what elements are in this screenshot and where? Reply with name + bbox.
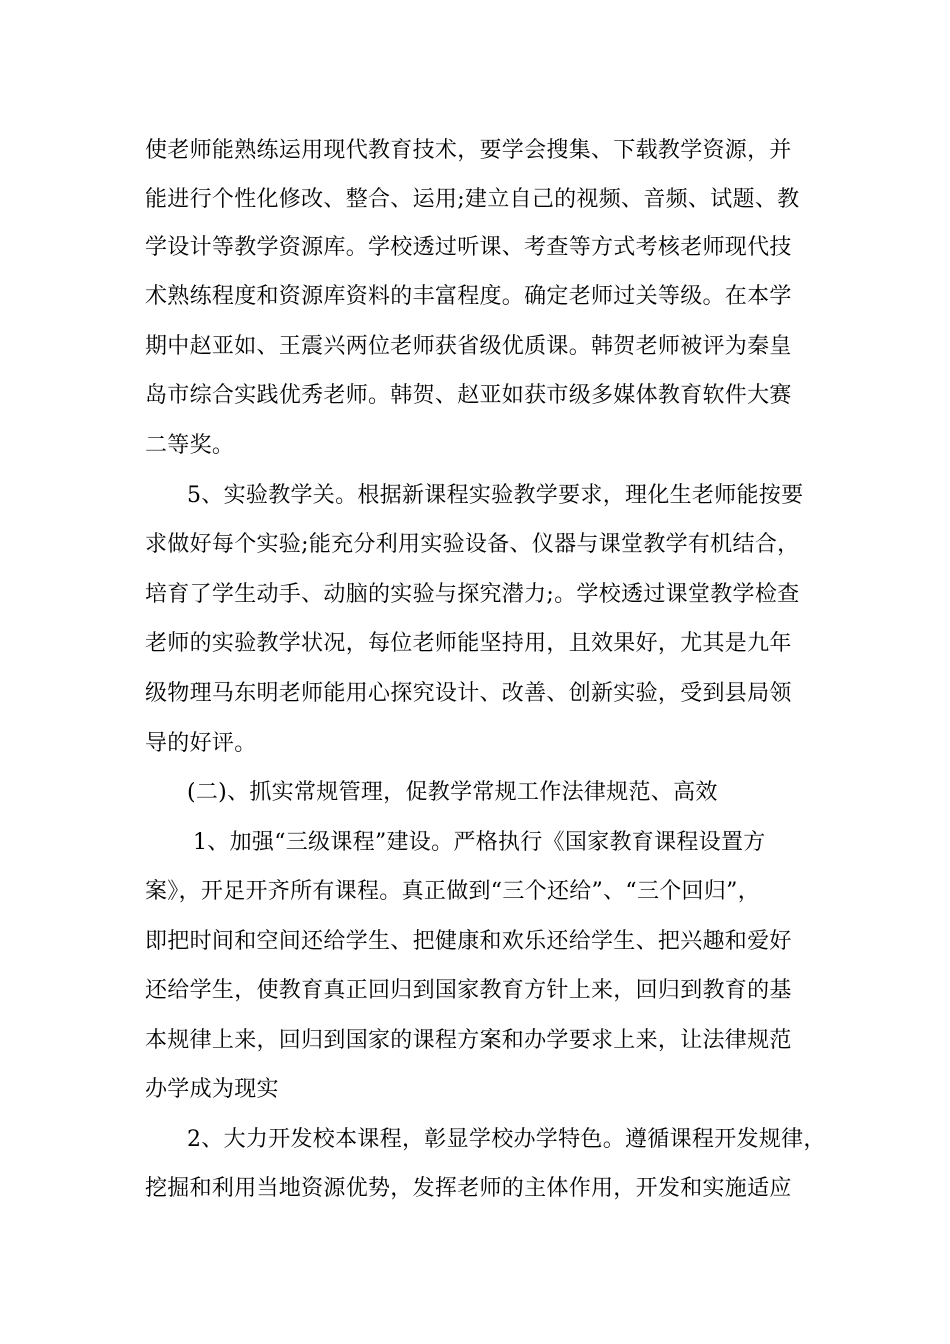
text-line-11: 老师的实验教学状况，每位老师能坚持用，且效果好，尤其是九年	[145, 631, 792, 656]
text-line-7: 二等奖。	[145, 433, 235, 458]
text-line-16: 案》，开足开齐所有课程。真正做到“三个还给”、“三个回归”，	[145, 879, 760, 904]
text-line-6: 岛市综合实践优秀老师。韩贺、赵亚如获市级多媒体教育软件大赛	[145, 383, 792, 408]
text-line-21: 2、大力开发校本课程，彰显学校办学特色。遵循课程开发规律，	[187, 1127, 826, 1152]
text-line-10: 培育了学生动手、动脑的实验与探究潜力;。学校透过课堂教学检查	[145, 582, 800, 607]
text-line-2: 能进行个性化修改、整合、运用;建立自己的视频、音频、试题、教	[145, 187, 800, 212]
text-line-5: 期中赵亚如、王震兴两位老师获省级优质课。韩贺老师被评为秦皇	[145, 334, 792, 359]
text-line-20: 办学成为现实	[145, 1077, 279, 1102]
text-line-1: 使老师能熟练运用现代教育技术，要学会搜集、下载教学资源，并	[145, 138, 792, 163]
text-line-18: 还给学生，使教育真正回归到国家教育方针上来，回归到教育的基	[145, 978, 792, 1003]
section-heading: (二)、抓实常规管理，促教学常规工作法律规范、高效	[187, 780, 718, 805]
text-line-3: 学设计等教学资源库。学校透过听课、考查等方式考核老师现代技	[145, 235, 792, 260]
text-line-12: 级物理马东明老师能用心探究设计、改善、创新实验，受到县局领	[145, 681, 792, 706]
text-line-22: 挖掘和利用当地资源优势，发挥老师的主体作用，开发和实施适应	[145, 1176, 792, 1201]
text-line-15: 1、加强“三级课程”建设。严格执行《国家教育课程设置方	[193, 830, 766, 855]
text-line-8: 5、实验教学关。根据新课程实验教学要求，理化生老师能按要	[187, 483, 804, 508]
text-line-4: 术熟练程度和资源库资料的丰富程度。确定老师过关等级。在本学	[145, 284, 792, 309]
text-line-17: 即把时间和空间还给学生、把健康和欢乐还给学生、把兴趣和爱好	[145, 929, 792, 954]
text-line-9: 求做好每个实验;能充分利用实验设备、仪器与课堂教学有机结合，	[145, 532, 800, 557]
text-line-19: 本规律上来，回归到国家的课程方案和办学要求上来，让法律规范	[145, 1028, 792, 1053]
text-line-13: 导的好评。	[145, 731, 257, 756]
